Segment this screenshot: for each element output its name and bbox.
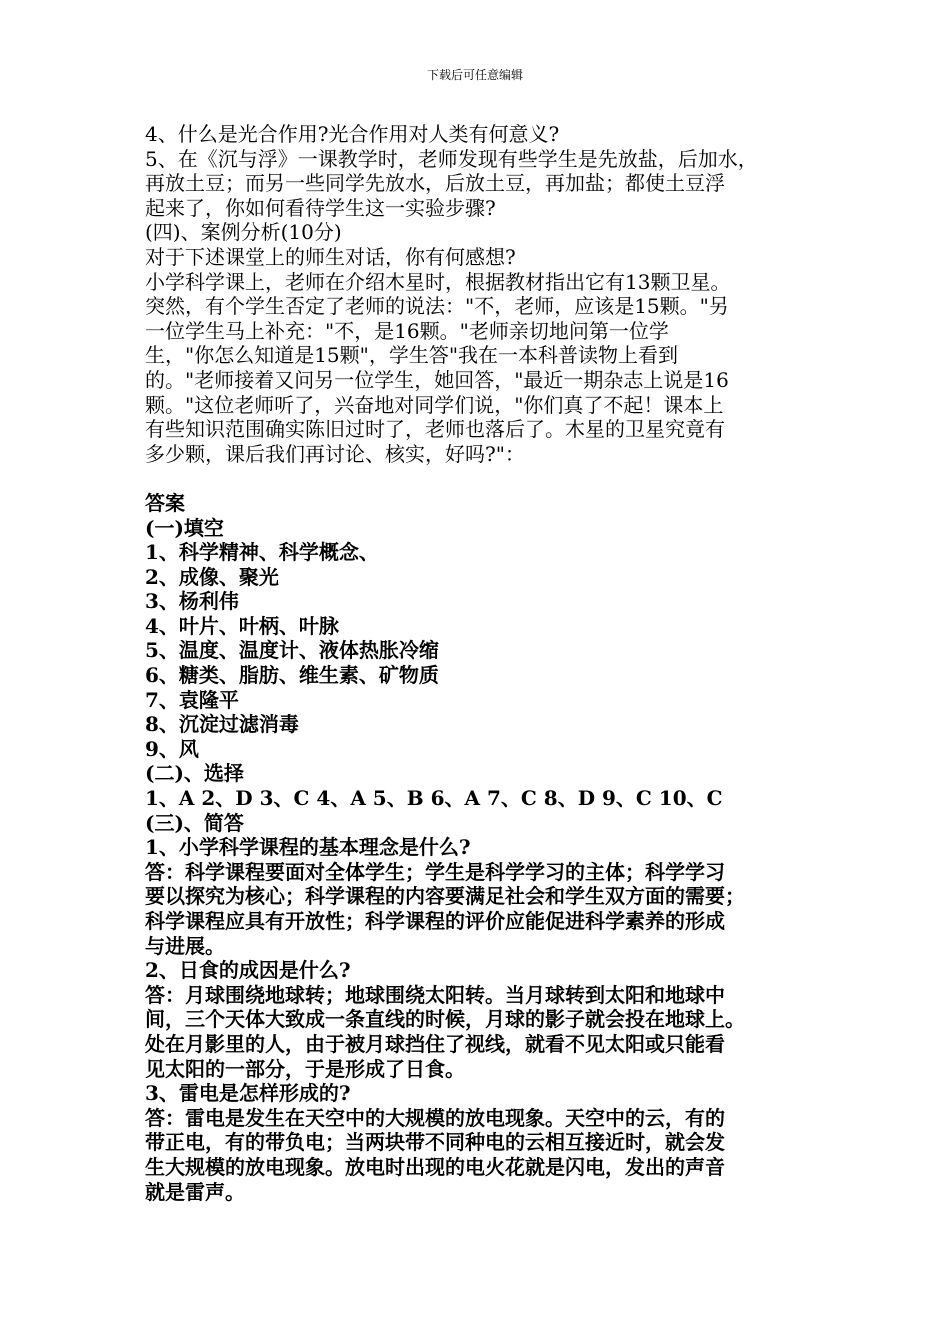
answer-line: 处在月影里的人，由于被月球挡住了视线，就看不见太阳或只能看: [145, 1031, 725, 1056]
fill-item: 9、风: [145, 736, 199, 761]
case-line: 突然，有个学生否定了老师的说法："不，老师，应该是15颗。"另: [145, 294, 729, 319]
case-line: 对于下述课堂上的师生对话，你有何感想?: [145, 244, 516, 269]
answer-line: 就是雷声。: [145, 1179, 245, 1204]
short-question-2: 2、日食的成因是什么?: [145, 958, 351, 983]
answer-line: 答：科学课程要面对全体学生；学生是科学学习的主体；科学学习: [145, 859, 725, 884]
short-question-1: 1、小学科学课程的基本理念是什么?: [145, 835, 471, 860]
fill-item: 2、成像、聚光: [145, 564, 279, 589]
question-line: 起来了，你如何看待学生这一实验步骤?: [145, 195, 496, 220]
case-line: 小学科学课上，老师在介绍木星时，根据教材指出它有13颗卫星。: [145, 269, 731, 294]
fill-item: 5、温度、温度计、液体热胀冷缩: [145, 638, 439, 663]
choice-heading: (二)、选择: [145, 761, 244, 786]
answer-line: 与进展。: [145, 933, 225, 958]
fill-item: 8、沉淀过滤消毒: [145, 712, 299, 737]
case-line: 多少颗，课后我们再讨论、核实，好吗?"：: [145, 441, 525, 466]
fill-item: 4、叶片、叶柄、叶脉: [145, 613, 339, 638]
case-line: 生，"你怎么知道是15颗"，学生答"我在一本科普读物上看到: [145, 343, 679, 368]
case-line: 颗。"这位老师听了，兴奋地对同学们说，"你们真了不起！课本上: [145, 392, 724, 417]
case-line: 一位学生马上补充："不，是16颗。"老师亲切地问第一位学: [145, 318, 669, 343]
case-line: 的。"老师接着又问另一位学生，她回答，"最近一期杂志上说是16: [145, 367, 729, 392]
case-analysis-heading: (四)、案例分析(10分): [145, 220, 342, 245]
answer-line: 生大规模的放电现象。放电时出现的电火花就是闪电，发出的声音: [145, 1154, 725, 1179]
case-analysis-section: [145, 220, 825, 466]
answer-line: 要以探究为核心；科学课程的内容要满足社会和学生双方面的需要；: [145, 884, 745, 909]
choice-answers: 1、A 2、D 3、C 4、A 5、B 6、A 7、C 8、D 9、C 10、C: [145, 786, 723, 811]
short-answer-heading: (三)、简答: [145, 810, 244, 835]
case-line: 有些知识范围确实陈旧过时了，老师也落后了。木星的卫星究竟有: [145, 417, 725, 442]
document-body: [145, 122, 825, 1204]
answer-line: 间，三个天体大致成一条直线的时候，月球的影子就会投在地球上。: [145, 1007, 745, 1032]
answer-line: 见太阳的一部分，于是形成了日食。: [145, 1056, 465, 1081]
fill-heading: (一)填空: [145, 515, 224, 540]
answers-section: [145, 491, 825, 1204]
answer-line: 带正电，有的带负电；当两块带不同种电的云相互接近时，就会发: [145, 1130, 725, 1155]
answer-line: 答：月球围绕地球转；地球围绕太阳转。当月球转到太阳和地球中: [145, 982, 725, 1007]
answer-line: 科学课程应具有开放性；科学课程的评价应能促进科学素养的形成: [145, 909, 725, 933]
fill-item: 1、科学精神、科学概念、: [145, 540, 379, 565]
answers-title: 答案: [145, 490, 185, 515]
short-question-3: 3、雷电是怎样形成的?: [145, 1081, 351, 1106]
blank-line: [145, 466, 825, 491]
fill-item: 7、袁隆平: [145, 687, 239, 712]
fill-item: 6、糖类、脂肪、维生素、矿物质: [145, 663, 439, 688]
question-line: 4、什么是光合作用?光合作用对人类有何意义?: [145, 122, 560, 146]
questions-section: [145, 122, 825, 220]
page-header: 下载后可任意编辑: [426, 68, 523, 82]
question-line: 5、在《沉与浮》一课教学时，老师发现有些学生是先放盐，后加水，: [145, 146, 758, 171]
question-line: 再放土豆；而另一些同学先放水，后放土豆，再加盐；都使土豆浮: [145, 171, 725, 196]
fill-item: 3、杨利伟: [145, 589, 239, 614]
answer-line: 答：雷电是发生在天空中的大规模的放电现象。天空中的云，有的: [145, 1105, 725, 1130]
